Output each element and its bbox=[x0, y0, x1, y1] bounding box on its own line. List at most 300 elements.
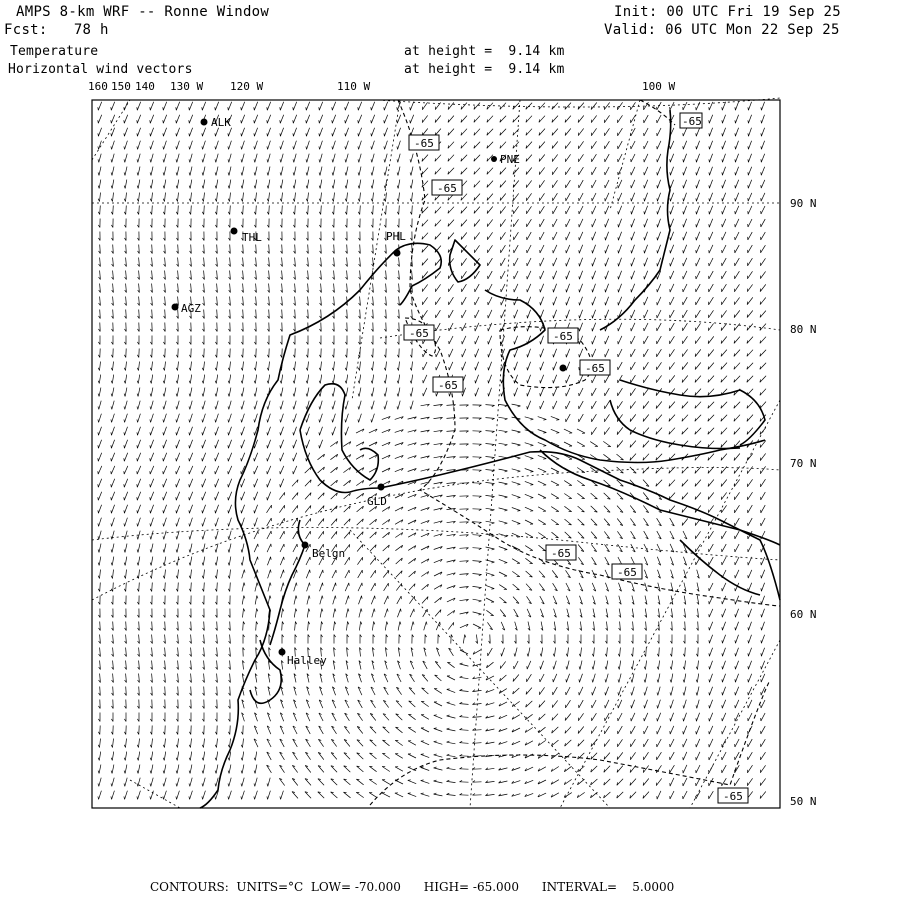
wind-vector bbox=[553, 258, 557, 266]
wind-vector bbox=[605, 245, 608, 253]
wind-vector bbox=[254, 505, 257, 513]
wind-vector bbox=[551, 519, 558, 524]
wind-vector bbox=[515, 362, 518, 370]
wind-vector bbox=[735, 154, 738, 162]
wind-vector bbox=[709, 583, 713, 591]
wind-vector bbox=[267, 102, 270, 110]
wind-vector bbox=[603, 454, 610, 459]
wind-vector bbox=[577, 493, 584, 498]
wind-vector bbox=[618, 388, 623, 396]
wind-vector bbox=[553, 375, 556, 383]
wind-vector bbox=[111, 479, 114, 487]
wind-vector bbox=[579, 206, 583, 214]
wind-vector-head bbox=[124, 173, 125, 176]
wind-vector bbox=[734, 310, 740, 317]
wind-vector bbox=[528, 648, 530, 657]
wind-vector-head bbox=[566, 315, 567, 318]
wind-vector bbox=[372, 167, 374, 176]
wind-vector-head bbox=[358, 381, 359, 384]
wind-vector bbox=[151, 531, 153, 540]
wind-vector-head bbox=[371, 394, 372, 397]
wind-vector bbox=[165, 583, 166, 592]
wind-vector bbox=[137, 115, 140, 123]
wind-vector bbox=[203, 154, 205, 163]
wind-vector bbox=[125, 531, 127, 540]
wind-vector bbox=[346, 414, 349, 423]
wind-vector-head bbox=[310, 570, 311, 573]
wind-vector bbox=[709, 219, 712, 227]
wind-vector-head bbox=[111, 497, 112, 500]
wind-vector-head bbox=[540, 666, 541, 669]
wind-vector bbox=[409, 571, 416, 577]
wind-vector bbox=[682, 362, 688, 369]
wind-vector bbox=[100, 193, 101, 202]
wind-vector bbox=[747, 402, 753, 409]
wind-vector bbox=[526, 142, 532, 149]
wind-vector bbox=[565, 532, 572, 538]
wind-vector bbox=[346, 375, 347, 384]
wind-vector-head bbox=[735, 133, 736, 136]
wind-vector bbox=[631, 180, 635, 188]
wind-vector-head bbox=[124, 550, 125, 553]
wind-vector bbox=[721, 310, 726, 317]
wind-vector bbox=[500, 181, 506, 188]
wind-vector bbox=[474, 103, 480, 110]
wind-vector-head bbox=[722, 666, 723, 669]
wind-vector-head bbox=[267, 419, 268, 422]
wind-vector bbox=[448, 168, 454, 175]
wind-vector bbox=[305, 493, 311, 500]
wind-vector-head bbox=[761, 588, 762, 591]
wind-vector-head bbox=[176, 186, 177, 189]
wind-vector-head bbox=[257, 583, 258, 586]
wind-vector bbox=[319, 570, 323, 578]
wind-vector bbox=[255, 414, 258, 423]
wind-vector-head bbox=[124, 523, 125, 526]
wind-vector bbox=[722, 206, 725, 214]
wind-vector-head bbox=[202, 445, 203, 448]
wind-vector bbox=[748, 492, 753, 500]
wind-vector bbox=[398, 167, 400, 176]
wind-vector bbox=[408, 714, 415, 719]
wind-vector bbox=[500, 142, 506, 149]
wind-vector bbox=[268, 596, 270, 605]
wind-vector-head bbox=[721, 354, 722, 357]
wind-vector bbox=[139, 362, 140, 371]
wind-vector bbox=[178, 193, 179, 202]
wind-vector-head bbox=[371, 381, 372, 384]
wind-vector bbox=[241, 115, 244, 123]
wind-vector-head bbox=[137, 173, 138, 176]
wind-vector bbox=[229, 388, 231, 397]
wind-vector bbox=[204, 570, 205, 579]
wind-vector-head bbox=[579, 289, 580, 292]
wind-vector bbox=[749, 128, 752, 136]
wind-vector bbox=[99, 544, 101, 553]
wind-vector bbox=[709, 193, 712, 201]
wind-vector bbox=[539, 545, 546, 551]
wind-vector bbox=[435, 233, 441, 240]
wind-vector-head bbox=[111, 159, 112, 162]
wind-vector bbox=[735, 219, 739, 227]
wind-vector-head bbox=[189, 133, 190, 136]
wind-vector bbox=[151, 544, 153, 553]
wind-vector bbox=[449, 362, 453, 370]
wind-vector bbox=[605, 687, 608, 695]
wind-vector-head bbox=[228, 394, 229, 397]
wind-vector-head bbox=[644, 211, 645, 214]
wind-vector bbox=[683, 271, 687, 279]
wind-vector bbox=[672, 648, 673, 657]
wind-vector bbox=[230, 206, 231, 215]
wind-vector bbox=[280, 453, 283, 461]
wind-vector-head bbox=[569, 524, 572, 525]
wind-vector-head bbox=[465, 635, 466, 638]
wind-vector bbox=[631, 193, 634, 201]
wind-vector bbox=[164, 388, 166, 397]
wind-vector bbox=[434, 702, 442, 706]
wind-vector bbox=[98, 115, 101, 123]
wind-vector bbox=[191, 193, 192, 202]
wind-vector bbox=[683, 245, 686, 253]
wind-vector bbox=[604, 493, 611, 499]
wind-vector bbox=[748, 193, 752, 201]
wind-vector bbox=[669, 415, 675, 422]
wind-vector bbox=[422, 220, 428, 227]
wind-vector bbox=[385, 141, 388, 150]
wind-vector-head bbox=[683, 718, 684, 721]
wind-vector-head bbox=[722, 640, 723, 643]
wind-vector-head bbox=[335, 609, 336, 612]
wind-vector bbox=[347, 362, 348, 371]
wind-vector bbox=[332, 128, 335, 136]
wind-vector-head bbox=[98, 497, 99, 500]
wind-vector bbox=[748, 115, 751, 123]
wind-vector bbox=[447, 676, 455, 680]
wind-vector bbox=[191, 362, 192, 371]
wind-vector bbox=[473, 535, 482, 536]
wind-vector bbox=[631, 232, 634, 240]
wind-vector bbox=[487, 232, 492, 239]
wind-vector bbox=[695, 336, 700, 343]
wind-vector bbox=[229, 531, 231, 540]
wind-vector bbox=[684, 674, 686, 683]
wind-vector bbox=[488, 336, 491, 344]
wind-vector bbox=[708, 415, 714, 422]
wind-vector-head bbox=[540, 654, 541, 657]
wind-vector bbox=[696, 219, 699, 227]
wind-vector bbox=[333, 427, 336, 435]
wind-vector bbox=[305, 518, 310, 525]
wind-vector bbox=[539, 116, 545, 123]
wind-vector-head bbox=[461, 224, 462, 227]
wind-vector-head bbox=[111, 394, 112, 397]
wind-vector-head bbox=[696, 705, 697, 708]
wind-vector bbox=[98, 479, 101, 487]
wind-vector bbox=[761, 258, 766, 265]
wind-vector bbox=[475, 284, 479, 292]
wind-vector bbox=[735, 206, 739, 214]
wind-vector bbox=[670, 245, 673, 253]
wind-vector bbox=[551, 416, 559, 419]
wind-vector bbox=[721, 480, 727, 487]
wind-vector bbox=[267, 128, 270, 136]
wind-vector-head bbox=[137, 407, 138, 410]
wind-vector bbox=[359, 609, 361, 618]
wind-vector-head bbox=[657, 250, 658, 253]
wind-vector-head bbox=[202, 381, 203, 384]
wind-vector bbox=[618, 206, 621, 214]
wind-vector bbox=[553, 180, 558, 187]
wind-vector bbox=[190, 167, 192, 176]
wind-vector bbox=[461, 142, 467, 149]
wind-vector bbox=[540, 349, 543, 357]
wind-vector-head bbox=[332, 133, 333, 136]
wind-vector bbox=[631, 219, 634, 227]
wind-vector-head bbox=[124, 381, 125, 384]
wind-vector-head bbox=[241, 550, 242, 553]
wind-vector bbox=[499, 521, 508, 523]
wind-vector-head bbox=[270, 570, 271, 573]
wind-vector bbox=[449, 323, 453, 331]
wind-vector bbox=[592, 219, 596, 227]
wind-vector bbox=[177, 154, 179, 163]
wind-vector bbox=[644, 128, 648, 136]
wind-vector-head bbox=[709, 627, 710, 630]
wind-vector bbox=[410, 102, 413, 110]
wind-vector bbox=[670, 141, 674, 149]
wind-vector bbox=[488, 258, 493, 266]
wind-vector bbox=[305, 467, 312, 473]
wind-vector bbox=[475, 375, 478, 383]
wind-vector-head bbox=[335, 596, 336, 599]
wind-vector bbox=[566, 674, 569, 682]
wind-vector bbox=[486, 573, 495, 576]
wind-vector-head bbox=[722, 679, 723, 682]
wind-vector bbox=[474, 181, 480, 188]
wind-vector bbox=[399, 362, 400, 371]
wind-vector bbox=[385, 154, 387, 163]
wind-vector-head bbox=[124, 432, 125, 435]
wind-vector bbox=[605, 297, 608, 305]
wind-vector bbox=[709, 232, 713, 240]
wind-vector bbox=[760, 363, 766, 370]
wind-vector bbox=[138, 375, 139, 384]
wind-vector-head bbox=[553, 276, 554, 279]
wind-vector bbox=[657, 115, 661, 123]
wind-vector bbox=[190, 141, 193, 150]
wind-vector bbox=[124, 128, 127, 136]
wind-vector bbox=[306, 440, 309, 448]
wind-vector bbox=[735, 674, 738, 682]
wind-vector bbox=[708, 336, 714, 343]
wind-vector bbox=[604, 506, 610, 513]
wind-vector-head bbox=[244, 570, 245, 573]
wind-vector bbox=[217, 583, 218, 592]
wind-vector bbox=[254, 102, 257, 110]
wind-vector bbox=[526, 129, 532, 136]
wind-vector-head bbox=[215, 523, 216, 526]
wind-vector-head bbox=[150, 107, 151, 110]
wind-vector-head bbox=[215, 497, 216, 500]
wind-vector bbox=[190, 557, 192, 566]
wind-vector bbox=[473, 561, 482, 562]
wind-vector bbox=[708, 480, 714, 487]
wind-vector-head bbox=[682, 496, 683, 499]
wind-vector-head bbox=[111, 407, 112, 410]
wind-vector bbox=[709, 245, 713, 253]
wind-vector bbox=[473, 574, 482, 575]
wind-vector bbox=[280, 115, 283, 123]
wind-vector-head bbox=[410, 381, 411, 384]
wind-vector-head bbox=[722, 185, 723, 188]
wind-vector bbox=[656, 467, 662, 474]
wind-vector-head bbox=[257, 570, 258, 573]
wind-vector bbox=[176, 505, 179, 513]
wind-vector bbox=[761, 505, 765, 513]
wind-vector bbox=[762, 609, 765, 617]
wind-vector-head bbox=[644, 705, 645, 708]
wind-vector bbox=[488, 362, 491, 370]
wind-vector bbox=[539, 714, 546, 720]
wind-vector-head bbox=[293, 445, 294, 448]
wind-vector bbox=[98, 466, 102, 474]
wind-vector-head bbox=[488, 393, 489, 396]
wind-vector bbox=[761, 245, 766, 253]
wind-vector bbox=[242, 557, 244, 566]
wind-vector bbox=[190, 388, 192, 397]
wind-vector bbox=[241, 102, 244, 110]
wind-vector-head bbox=[543, 459, 546, 460]
wind-vector bbox=[435, 610, 441, 617]
wind-vector bbox=[229, 401, 231, 410]
wind-vector-head bbox=[748, 146, 749, 149]
wind-vector bbox=[670, 349, 675, 356]
wind-vector bbox=[190, 544, 192, 553]
wind-vector bbox=[281, 141, 284, 150]
wind-vector bbox=[385, 375, 386, 384]
wind-vector bbox=[527, 674, 532, 682]
wind-vector bbox=[591, 493, 598, 499]
wind-vector bbox=[449, 336, 453, 344]
wind-vector bbox=[294, 180, 296, 189]
wind-vector-head bbox=[241, 146, 242, 149]
wind-vector bbox=[486, 547, 495, 549]
wind-vector-head bbox=[189, 146, 190, 149]
wind-vector bbox=[243, 193, 244, 202]
wind-vector-head bbox=[267, 381, 268, 384]
wind-vector bbox=[190, 427, 193, 435]
wind-vector bbox=[514, 284, 518, 292]
wind-vector bbox=[203, 531, 205, 540]
wind-vector bbox=[163, 479, 166, 487]
wind-vector-head bbox=[111, 458, 112, 461]
wind-vector-head bbox=[150, 394, 151, 397]
wind-vector-head bbox=[254, 432, 255, 435]
wind-vector bbox=[98, 505, 101, 513]
wind-vector bbox=[683, 258, 687, 266]
wind-vector bbox=[242, 583, 244, 592]
wind-vector-head bbox=[527, 380, 528, 383]
wind-vector bbox=[696, 154, 699, 162]
wind-vector bbox=[372, 401, 374, 410]
wind-vector bbox=[761, 661, 764, 669]
wind-vector-head bbox=[241, 497, 242, 500]
wind-vector-head bbox=[670, 263, 671, 266]
wind-vector bbox=[591, 115, 596, 122]
wind-vector-head bbox=[319, 419, 320, 422]
wind-vector bbox=[346, 167, 348, 176]
wind-vector-head bbox=[644, 237, 645, 240]
wind-vector bbox=[644, 362, 649, 370]
wind-vector bbox=[488, 648, 493, 656]
wind-vector bbox=[318, 493, 324, 499]
wind-vector-head bbox=[592, 237, 593, 240]
wind-vector-head bbox=[448, 237, 449, 240]
wind-vector bbox=[474, 194, 480, 201]
wind-vector-head bbox=[228, 159, 229, 162]
wind-vector bbox=[631, 349, 635, 357]
wind-vector-head bbox=[514, 354, 515, 357]
wind-vector-head bbox=[98, 445, 99, 448]
wind-vector bbox=[294, 167, 296, 176]
wind-vector bbox=[579, 167, 584, 175]
wind-vector bbox=[579, 375, 583, 383]
wind-vector bbox=[748, 700, 752, 708]
wind-vector-head bbox=[150, 173, 151, 176]
wind-vector bbox=[385, 167, 387, 176]
wind-vector-head bbox=[124, 133, 125, 136]
wind-vector bbox=[434, 715, 442, 718]
wind-vector bbox=[568, 648, 569, 657]
wind-vector-head bbox=[283, 609, 284, 612]
wind-vector bbox=[500, 661, 505, 668]
wind-vector bbox=[177, 141, 180, 150]
wind-vector-head bbox=[111, 419, 112, 422]
wind-vector bbox=[475, 388, 478, 396]
wind-vector-head bbox=[722, 653, 723, 656]
wind-vector-head bbox=[696, 680, 697, 683]
wind-vector-head bbox=[397, 407, 398, 410]
wind-vector-head bbox=[518, 406, 521, 407]
wind-vector bbox=[721, 441, 727, 448]
wind-vector bbox=[460, 691, 469, 692]
wind-vector-head bbox=[709, 224, 710, 227]
wind-vector-head bbox=[371, 107, 372, 110]
wind-vector-head bbox=[137, 523, 138, 526]
wind-vector bbox=[189, 128, 192, 136]
wind-vector-head bbox=[358, 107, 359, 110]
wind-vector-head bbox=[98, 159, 99, 162]
wind-vector bbox=[683, 206, 686, 214]
wind-vector-head bbox=[163, 186, 164, 189]
wind-vector bbox=[347, 193, 348, 202]
wind-vector bbox=[229, 414, 232, 423]
wind-vector bbox=[371, 596, 374, 604]
wind-vector bbox=[645, 232, 648, 240]
wind-vector bbox=[241, 479, 244, 487]
wind-vector bbox=[125, 388, 127, 397]
wind-vector-head bbox=[384, 107, 385, 110]
wind-vector bbox=[255, 375, 256, 384]
wind-vector-head bbox=[621, 459, 624, 460]
wind-vector bbox=[709, 128, 712, 136]
wind-vector-field bbox=[98, 102, 766, 800]
wind-vector bbox=[685, 661, 686, 670]
wind-vector bbox=[632, 245, 635, 253]
wind-vector bbox=[590, 442, 598, 447]
wind-vector-head bbox=[241, 536, 242, 539]
